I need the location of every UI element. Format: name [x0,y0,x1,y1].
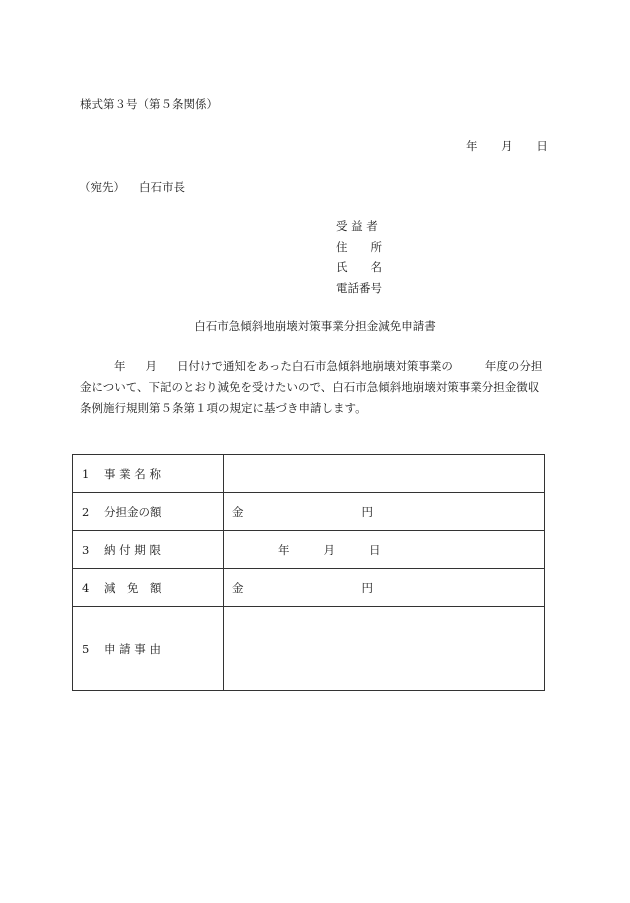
row-number: 2 [82,504,90,519]
project-name-field[interactable] [224,455,545,493]
body-line-1-mid: 日付けで通知をあった白石市急傾斜地崩壊対策事業の [177,359,453,373]
table-row [73,493,545,531]
submission-date [466,138,548,154]
name-label: 氏 名 [336,260,382,274]
row-label [73,569,224,607]
table-row [73,607,545,691]
reduction-amount-field[interactable] [224,569,545,607]
table-row [73,569,545,607]
addressee-prefix: （宛先） [79,180,125,194]
due-year: 年 [278,542,290,557]
details-table [72,454,545,691]
date-day-label: 日 [536,139,548,153]
charge-amount-field[interactable] [224,493,545,531]
document-title: 白石市急傾斜地崩壊対策事業分担金減免申請書 [194,319,436,333]
row-number: 4 [82,580,90,595]
row-label-text: 納 付 期 限 [104,542,161,557]
row-label-text: 分担金の額 [104,504,162,519]
phone-label: 電話番号 [336,280,382,295]
due-date-field[interactable] [224,531,545,569]
addressee [79,179,185,195]
row-label-text: 申 請 事 由 [104,641,161,656]
applicant-block [336,216,382,298]
row-label-text: 事 業 名 称 [104,466,161,481]
address-label: 住 所 [336,239,382,254]
body-line-2: 金について、下記のとおり減免を受けたいので、白石市急傾斜地崩壊対策事業分担金徴収 [80,380,540,394]
body-month: 月 [145,359,157,373]
due-day: 日 [369,542,381,557]
date-month-label: 月 [501,139,513,153]
row-label [73,455,224,493]
row-label [73,531,224,569]
yen-prefix: 金 [232,504,244,519]
addressee-name: 白石市長 [139,180,185,194]
row-number: 1 [82,466,90,481]
table-row [73,455,545,493]
yen-suffix: 円 [361,504,373,519]
row-label-text: 減 免 額 [104,580,162,595]
body-line-1-end: 年度の分担 [484,359,543,373]
beneficiary-label: 受 益 者 [336,219,378,233]
reason-field[interactable] [224,607,545,691]
body-year: 年 [114,359,126,373]
date-year-label: 年 [466,139,478,153]
row-label [73,607,224,691]
yen-suffix: 円 [361,580,373,595]
body-line-1 [80,356,550,377]
body-text [80,356,550,419]
body-line-3: 条例施行規則第５条第１項の規定に基づき申請します。 [80,401,367,415]
table-row [73,531,545,569]
form-number: 様式第３号（第５条関係） [80,97,218,111]
due-month: 月 [323,542,335,557]
yen-prefix: 金 [232,580,244,595]
row-label [73,493,224,531]
row-number: 3 [82,542,90,557]
row-number: 5 [82,641,90,656]
